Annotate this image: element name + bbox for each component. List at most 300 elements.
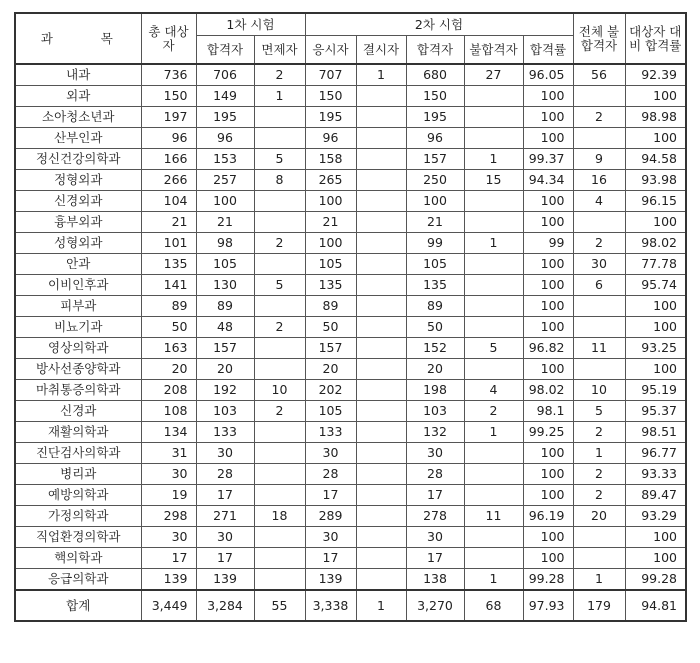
table-row	[15, 506, 686, 527]
cell-r2-pass: 250	[406, 170, 464, 191]
cell-r1-pass: 96	[196, 128, 254, 149]
table-row	[15, 359, 686, 380]
cell-r1-exempt: 2	[254, 317, 305, 338]
cell-subject: 응급의학과	[15, 569, 141, 591]
cell-r2-absent	[356, 422, 406, 443]
table-row	[15, 338, 686, 359]
cell-r1-pass: 105	[196, 254, 254, 275]
cell-r1-pass: 3,284	[196, 590, 254, 621]
cell-r1-exempt	[254, 191, 305, 212]
table-row	[15, 128, 686, 149]
cell-r1-pass: 17	[196, 485, 254, 506]
cell-overall-fail: 1	[573, 569, 625, 591]
cell-r2-pass: 100	[406, 191, 464, 212]
cell-overall-fail: 1	[573, 443, 625, 464]
cell-total: 89	[141, 296, 196, 317]
cell-total: 30	[141, 464, 196, 485]
cell-subject: 재활의학과	[15, 422, 141, 443]
table-row	[15, 191, 686, 212]
cell-r2-absent	[356, 233, 406, 254]
cell-overall-fail: 179	[573, 590, 625, 621]
cell-r2-absent	[356, 170, 406, 191]
cell-r2-absent	[356, 86, 406, 107]
cell-r2-absent	[356, 338, 406, 359]
header-overall-fail: 전체 불합격자	[573, 13, 625, 64]
cell-overall-fail: 4	[573, 191, 625, 212]
cell-overall-fail: 2	[573, 464, 625, 485]
cell-rate: 93.29	[625, 506, 686, 527]
cell-r1-exempt: 1	[254, 86, 305, 107]
cell-r2-fail	[464, 527, 523, 548]
cell-rate: 89.47	[625, 485, 686, 506]
cell-r1-pass: 21	[196, 212, 254, 233]
cell-r2-takers: 100	[305, 191, 356, 212]
cell-r2-fail	[464, 548, 523, 569]
cell-overall-fail	[573, 296, 625, 317]
cell-r1-pass: 706	[196, 64, 254, 86]
cell-total: 166	[141, 149, 196, 170]
cell-rate: 100	[625, 86, 686, 107]
cell-r1-exempt: 55	[254, 590, 305, 621]
cell-overall-fail	[573, 317, 625, 338]
cell-r2-rate: 100	[523, 548, 573, 569]
cell-r2-fail: 4	[464, 380, 523, 401]
cell-r2-rate: 98.02	[523, 380, 573, 401]
cell-r2-absent	[356, 128, 406, 149]
cell-r2-absent	[356, 191, 406, 212]
cell-r1-exempt	[254, 527, 305, 548]
cell-rate: 98.98	[625, 107, 686, 128]
cell-r2-absent	[356, 485, 406, 506]
cell-subject: 병리과	[15, 464, 141, 485]
cell-r2-takers: 96	[305, 128, 356, 149]
cell-r1-pass: 17	[196, 548, 254, 569]
cell-rate: 94.81	[625, 590, 686, 621]
cell-total: 3,449	[141, 590, 196, 621]
cell-subject: 마취통증의학과	[15, 380, 141, 401]
cell-subject: 피부과	[15, 296, 141, 317]
cell-rate: 96.15	[625, 191, 686, 212]
cell-subject: 소아청소년과	[15, 107, 141, 128]
cell-overall-fail: 16	[573, 170, 625, 191]
cell-r2-takers: 89	[305, 296, 356, 317]
cell-total: 108	[141, 401, 196, 422]
cell-r2-rate: 100	[523, 254, 573, 275]
cell-r2-rate: 94.34	[523, 170, 573, 191]
header-r2-takers: 응시자	[305, 36, 356, 65]
cell-r2-absent	[356, 380, 406, 401]
cell-r2-fail	[464, 275, 523, 296]
cell-total: 96	[141, 128, 196, 149]
table-row	[15, 527, 686, 548]
cell-r2-rate: 100	[523, 86, 573, 107]
cell-total: 50	[141, 317, 196, 338]
cell-rate: 98.02	[625, 233, 686, 254]
cell-subject: 산부인과	[15, 128, 141, 149]
cell-r2-fail	[464, 128, 523, 149]
cell-subject: 신경과	[15, 401, 141, 422]
cell-r2-pass: 17	[406, 548, 464, 569]
cell-r2-rate: 99.37	[523, 149, 573, 170]
cell-r2-takers: 265	[305, 170, 356, 191]
cell-overall-fail	[573, 548, 625, 569]
cell-rate: 96.77	[625, 443, 686, 464]
cell-r2-pass: 3,270	[406, 590, 464, 621]
cell-rate: 92.39	[625, 64, 686, 86]
cell-r2-fail	[464, 254, 523, 275]
cell-total: 30	[141, 527, 196, 548]
cell-r2-rate: 100	[523, 359, 573, 380]
cell-r2-takers: 50	[305, 317, 356, 338]
cell-r2-absent	[356, 464, 406, 485]
exam-results-table	[14, 12, 687, 622]
table-row	[15, 233, 686, 254]
cell-r2-pass: 17	[406, 485, 464, 506]
cell-r1-exempt	[254, 296, 305, 317]
header-r2-pass: 합격자	[406, 36, 464, 65]
cell-r1-pass: 48	[196, 317, 254, 338]
cell-r2-fail: 11	[464, 506, 523, 527]
cell-r2-takers: 105	[305, 401, 356, 422]
cell-rate: 100	[625, 548, 686, 569]
cell-subject: 이비인후과	[15, 275, 141, 296]
cell-total: 31	[141, 443, 196, 464]
cell-r2-rate: 97.93	[523, 590, 573, 621]
cell-r2-fail	[464, 359, 523, 380]
cell-r2-fail	[464, 317, 523, 338]
cell-total: 139	[141, 569, 196, 591]
cell-rate: 93.25	[625, 338, 686, 359]
cell-rate: 100	[625, 296, 686, 317]
cell-overall-fail: 11	[573, 338, 625, 359]
table-body	[15, 64, 686, 621]
cell-r2-rate: 100	[523, 485, 573, 506]
cell-subject: 핵의학과	[15, 548, 141, 569]
cell-r2-takers: 202	[305, 380, 356, 401]
cell-r2-absent	[356, 254, 406, 275]
cell-overall-fail: 30	[573, 254, 625, 275]
cell-total: 736	[141, 64, 196, 86]
cell-r2-pass: 28	[406, 464, 464, 485]
cell-overall-fail: 56	[573, 64, 625, 86]
cell-r2-fail: 1	[464, 149, 523, 170]
table-row	[15, 212, 686, 233]
cell-subject: 가정의학과	[15, 506, 141, 527]
cell-r2-takers: 17	[305, 548, 356, 569]
cell-r1-exempt: 5	[254, 149, 305, 170]
cell-r1-exempt	[254, 338, 305, 359]
cell-subject: 방사선종양학과	[15, 359, 141, 380]
table-row	[15, 86, 686, 107]
cell-r2-pass: 30	[406, 527, 464, 548]
table-row	[15, 380, 686, 401]
cell-r2-rate: 100	[523, 128, 573, 149]
cell-r2-takers: 157	[305, 338, 356, 359]
cell-r2-pass: 96	[406, 128, 464, 149]
cell-overall-fail	[573, 527, 625, 548]
cell-r2-rate: 100	[523, 275, 573, 296]
cell-subject: 성형외과	[15, 233, 141, 254]
cell-r1-pass: 149	[196, 86, 254, 107]
cell-r1-pass: 271	[196, 506, 254, 527]
cell-subject: 비뇨기과	[15, 317, 141, 338]
cell-rate: 95.19	[625, 380, 686, 401]
cell-r2-absent	[356, 359, 406, 380]
cell-total: 298	[141, 506, 196, 527]
cell-r1-exempt	[254, 464, 305, 485]
cell-total: 135	[141, 254, 196, 275]
cell-subject: 정신건강의학과	[15, 149, 141, 170]
cell-r2-pass: 99	[406, 233, 464, 254]
cell-overall-fail: 2	[573, 233, 625, 254]
cell-rate: 98.51	[625, 422, 686, 443]
cell-subject: 진단검사의학과	[15, 443, 141, 464]
cell-r2-rate: 100	[523, 191, 573, 212]
cell-r1-exempt	[254, 422, 305, 443]
cell-rate: 100	[625, 212, 686, 233]
cell-r2-takers: 135	[305, 275, 356, 296]
cell-r2-pass: 50	[406, 317, 464, 338]
results-table-container	[14, 12, 687, 622]
cell-r2-rate: 100	[523, 317, 573, 338]
cell-r2-rate: 99.25	[523, 422, 573, 443]
table-row	[15, 296, 686, 317]
cell-r2-pass: 150	[406, 86, 464, 107]
cell-overall-fail: 2	[573, 107, 625, 128]
total-row	[15, 590, 686, 621]
cell-r2-takers: 30	[305, 443, 356, 464]
cell-rate: 100	[625, 128, 686, 149]
cell-r2-fail: 15	[464, 170, 523, 191]
cell-r1-exempt	[254, 212, 305, 233]
cell-r2-rate: 96.82	[523, 338, 573, 359]
cell-overall-fail: 10	[573, 380, 625, 401]
cell-r2-fail: 27	[464, 64, 523, 86]
cell-total: 20	[141, 359, 196, 380]
cell-r1-pass: 133	[196, 422, 254, 443]
cell-subject: 외과	[15, 86, 141, 107]
cell-r2-pass: 152	[406, 338, 464, 359]
cell-r2-takers: 17	[305, 485, 356, 506]
cell-subject: 신경외과	[15, 191, 141, 212]
cell-r2-pass: 89	[406, 296, 464, 317]
cell-r2-takers: 21	[305, 212, 356, 233]
cell-r2-fail: 1	[464, 233, 523, 254]
cell-r1-pass: 157	[196, 338, 254, 359]
cell-r1-pass: 30	[196, 527, 254, 548]
cell-total: 266	[141, 170, 196, 191]
cell-r2-fail: 68	[464, 590, 523, 621]
cell-r2-absent	[356, 401, 406, 422]
cell-r1-pass: 153	[196, 149, 254, 170]
cell-r1-exempt: 2	[254, 233, 305, 254]
cell-r2-absent: 1	[356, 64, 406, 86]
cell-r2-absent	[356, 443, 406, 464]
cell-r1-exempt	[254, 128, 305, 149]
cell-r1-exempt: 18	[254, 506, 305, 527]
cell-r2-takers: 289	[305, 506, 356, 527]
cell-r1-pass: 139	[196, 569, 254, 591]
cell-r2-fail	[464, 485, 523, 506]
cell-r2-pass: 135	[406, 275, 464, 296]
header-r1-exempt: 면제자	[254, 36, 305, 65]
cell-r2-takers: 100	[305, 233, 356, 254]
cell-r2-rate: 98.1	[523, 401, 573, 422]
cell-r1-exempt	[254, 254, 305, 275]
cell-r2-fail: 1	[464, 569, 523, 591]
cell-r1-exempt: 8	[254, 170, 305, 191]
cell-overall-fail: 6	[573, 275, 625, 296]
cell-r2-takers: 20	[305, 359, 356, 380]
cell-r2-takers: 3,338	[305, 590, 356, 621]
table-row	[15, 254, 686, 275]
cell-r1-exempt	[254, 548, 305, 569]
cell-r1-pass: 130	[196, 275, 254, 296]
cell-total: 150	[141, 86, 196, 107]
cell-rate: 94.58	[625, 149, 686, 170]
cell-total: 163	[141, 338, 196, 359]
cell-r2-absent	[356, 212, 406, 233]
cell-rate: 100	[625, 317, 686, 338]
cell-r2-takers: 195	[305, 107, 356, 128]
cell-r2-rate: 100	[523, 443, 573, 464]
cell-r2-pass: 680	[406, 64, 464, 86]
cell-subject: 합계	[15, 590, 141, 621]
cell-r1-exempt	[254, 485, 305, 506]
cell-subject: 흉부외과	[15, 212, 141, 233]
cell-overall-fail	[573, 86, 625, 107]
cell-r2-rate: 100	[523, 464, 573, 485]
cell-r1-pass: 257	[196, 170, 254, 191]
table-row	[15, 149, 686, 170]
cell-r2-absent	[356, 548, 406, 569]
cell-r2-pass: 105	[406, 254, 464, 275]
table-row	[15, 569, 686, 591]
cell-r2-takers: 707	[305, 64, 356, 86]
cell-r2-rate: 99	[523, 233, 573, 254]
cell-r2-fail: 2	[464, 401, 523, 422]
table-row	[15, 275, 686, 296]
cell-r1-pass: 28	[196, 464, 254, 485]
table-row	[15, 170, 686, 191]
table-row	[15, 422, 686, 443]
cell-r2-rate: 96.19	[523, 506, 573, 527]
cell-rate: 100	[625, 359, 686, 380]
cell-r1-exempt	[254, 359, 305, 380]
cell-r2-absent	[356, 296, 406, 317]
cell-r2-rate: 100	[523, 527, 573, 548]
cell-r1-pass: 103	[196, 401, 254, 422]
cell-total: 134	[141, 422, 196, 443]
cell-total: 17	[141, 548, 196, 569]
header-r2-absent: 결시자	[356, 36, 406, 65]
cell-subject: 안과	[15, 254, 141, 275]
cell-r2-takers: 150	[305, 86, 356, 107]
cell-r2-pass: 21	[406, 212, 464, 233]
cell-subject: 직업환경의학과	[15, 527, 141, 548]
table-row	[15, 548, 686, 569]
cell-r2-pass: 132	[406, 422, 464, 443]
table-row	[15, 64, 686, 86]
cell-r2-absent	[356, 569, 406, 591]
cell-r2-fail	[464, 464, 523, 485]
header-round1: 1차 시험	[196, 13, 305, 36]
cell-r2-takers: 28	[305, 464, 356, 485]
cell-r1-pass: 192	[196, 380, 254, 401]
cell-r2-rate: 100	[523, 296, 573, 317]
cell-total: 141	[141, 275, 196, 296]
cell-r2-absent	[356, 107, 406, 128]
cell-r1-exempt	[254, 569, 305, 591]
table-row	[15, 317, 686, 338]
cell-subject: 예방의학과	[15, 485, 141, 506]
cell-r1-exempt: 5	[254, 275, 305, 296]
table-row	[15, 107, 686, 128]
table-row	[15, 464, 686, 485]
cell-r2-rate: 96.05	[523, 64, 573, 86]
cell-r2-pass: 138	[406, 569, 464, 591]
cell-r2-pass: 20	[406, 359, 464, 380]
cell-total: 21	[141, 212, 196, 233]
cell-total: 208	[141, 380, 196, 401]
header-rate-vs-target: 대상자 대비 합격률	[625, 13, 686, 64]
cell-r1-exempt	[254, 107, 305, 128]
cell-r1-pass: 89	[196, 296, 254, 317]
table-header	[15, 13, 686, 64]
cell-overall-fail: 5	[573, 401, 625, 422]
cell-r2-rate: 100	[523, 212, 573, 233]
table-row	[15, 443, 686, 464]
header-total-applicants: 총 대상자	[141, 13, 196, 64]
cell-r2-fail	[464, 86, 523, 107]
cell-r2-absent: 1	[356, 590, 406, 621]
cell-r2-rate: 99.28	[523, 569, 573, 591]
cell-r1-exempt	[254, 443, 305, 464]
cell-rate: 93.33	[625, 464, 686, 485]
cell-rate: 100	[625, 527, 686, 548]
cell-r2-fail	[464, 443, 523, 464]
cell-r2-absent	[356, 506, 406, 527]
cell-overall-fail	[573, 212, 625, 233]
cell-total: 101	[141, 233, 196, 254]
header-r2-fail: 불합격자	[464, 36, 523, 65]
cell-overall-fail	[573, 128, 625, 149]
cell-r2-takers: 105	[305, 254, 356, 275]
cell-r1-exempt: 10	[254, 380, 305, 401]
cell-r2-absent	[356, 527, 406, 548]
cell-r2-takers: 133	[305, 422, 356, 443]
cell-rate: 77.78	[625, 254, 686, 275]
cell-r2-pass: 157	[406, 149, 464, 170]
cell-total: 19	[141, 485, 196, 506]
cell-r2-pass: 103	[406, 401, 464, 422]
header-round2: 2차 시험	[305, 13, 573, 36]
cell-r2-fail	[464, 296, 523, 317]
cell-r2-fail	[464, 212, 523, 233]
cell-r2-absent	[356, 317, 406, 338]
table-row	[15, 401, 686, 422]
cell-overall-fail	[573, 359, 625, 380]
cell-r2-fail: 5	[464, 338, 523, 359]
cell-subject: 내과	[15, 64, 141, 86]
cell-r2-pass: 278	[406, 506, 464, 527]
cell-r2-rate: 100	[523, 107, 573, 128]
cell-r2-pass: 198	[406, 380, 464, 401]
cell-overall-fail: 2	[573, 485, 625, 506]
cell-overall-fail: 2	[573, 422, 625, 443]
cell-r2-fail: 1	[464, 422, 523, 443]
cell-r1-exempt: 2	[254, 401, 305, 422]
